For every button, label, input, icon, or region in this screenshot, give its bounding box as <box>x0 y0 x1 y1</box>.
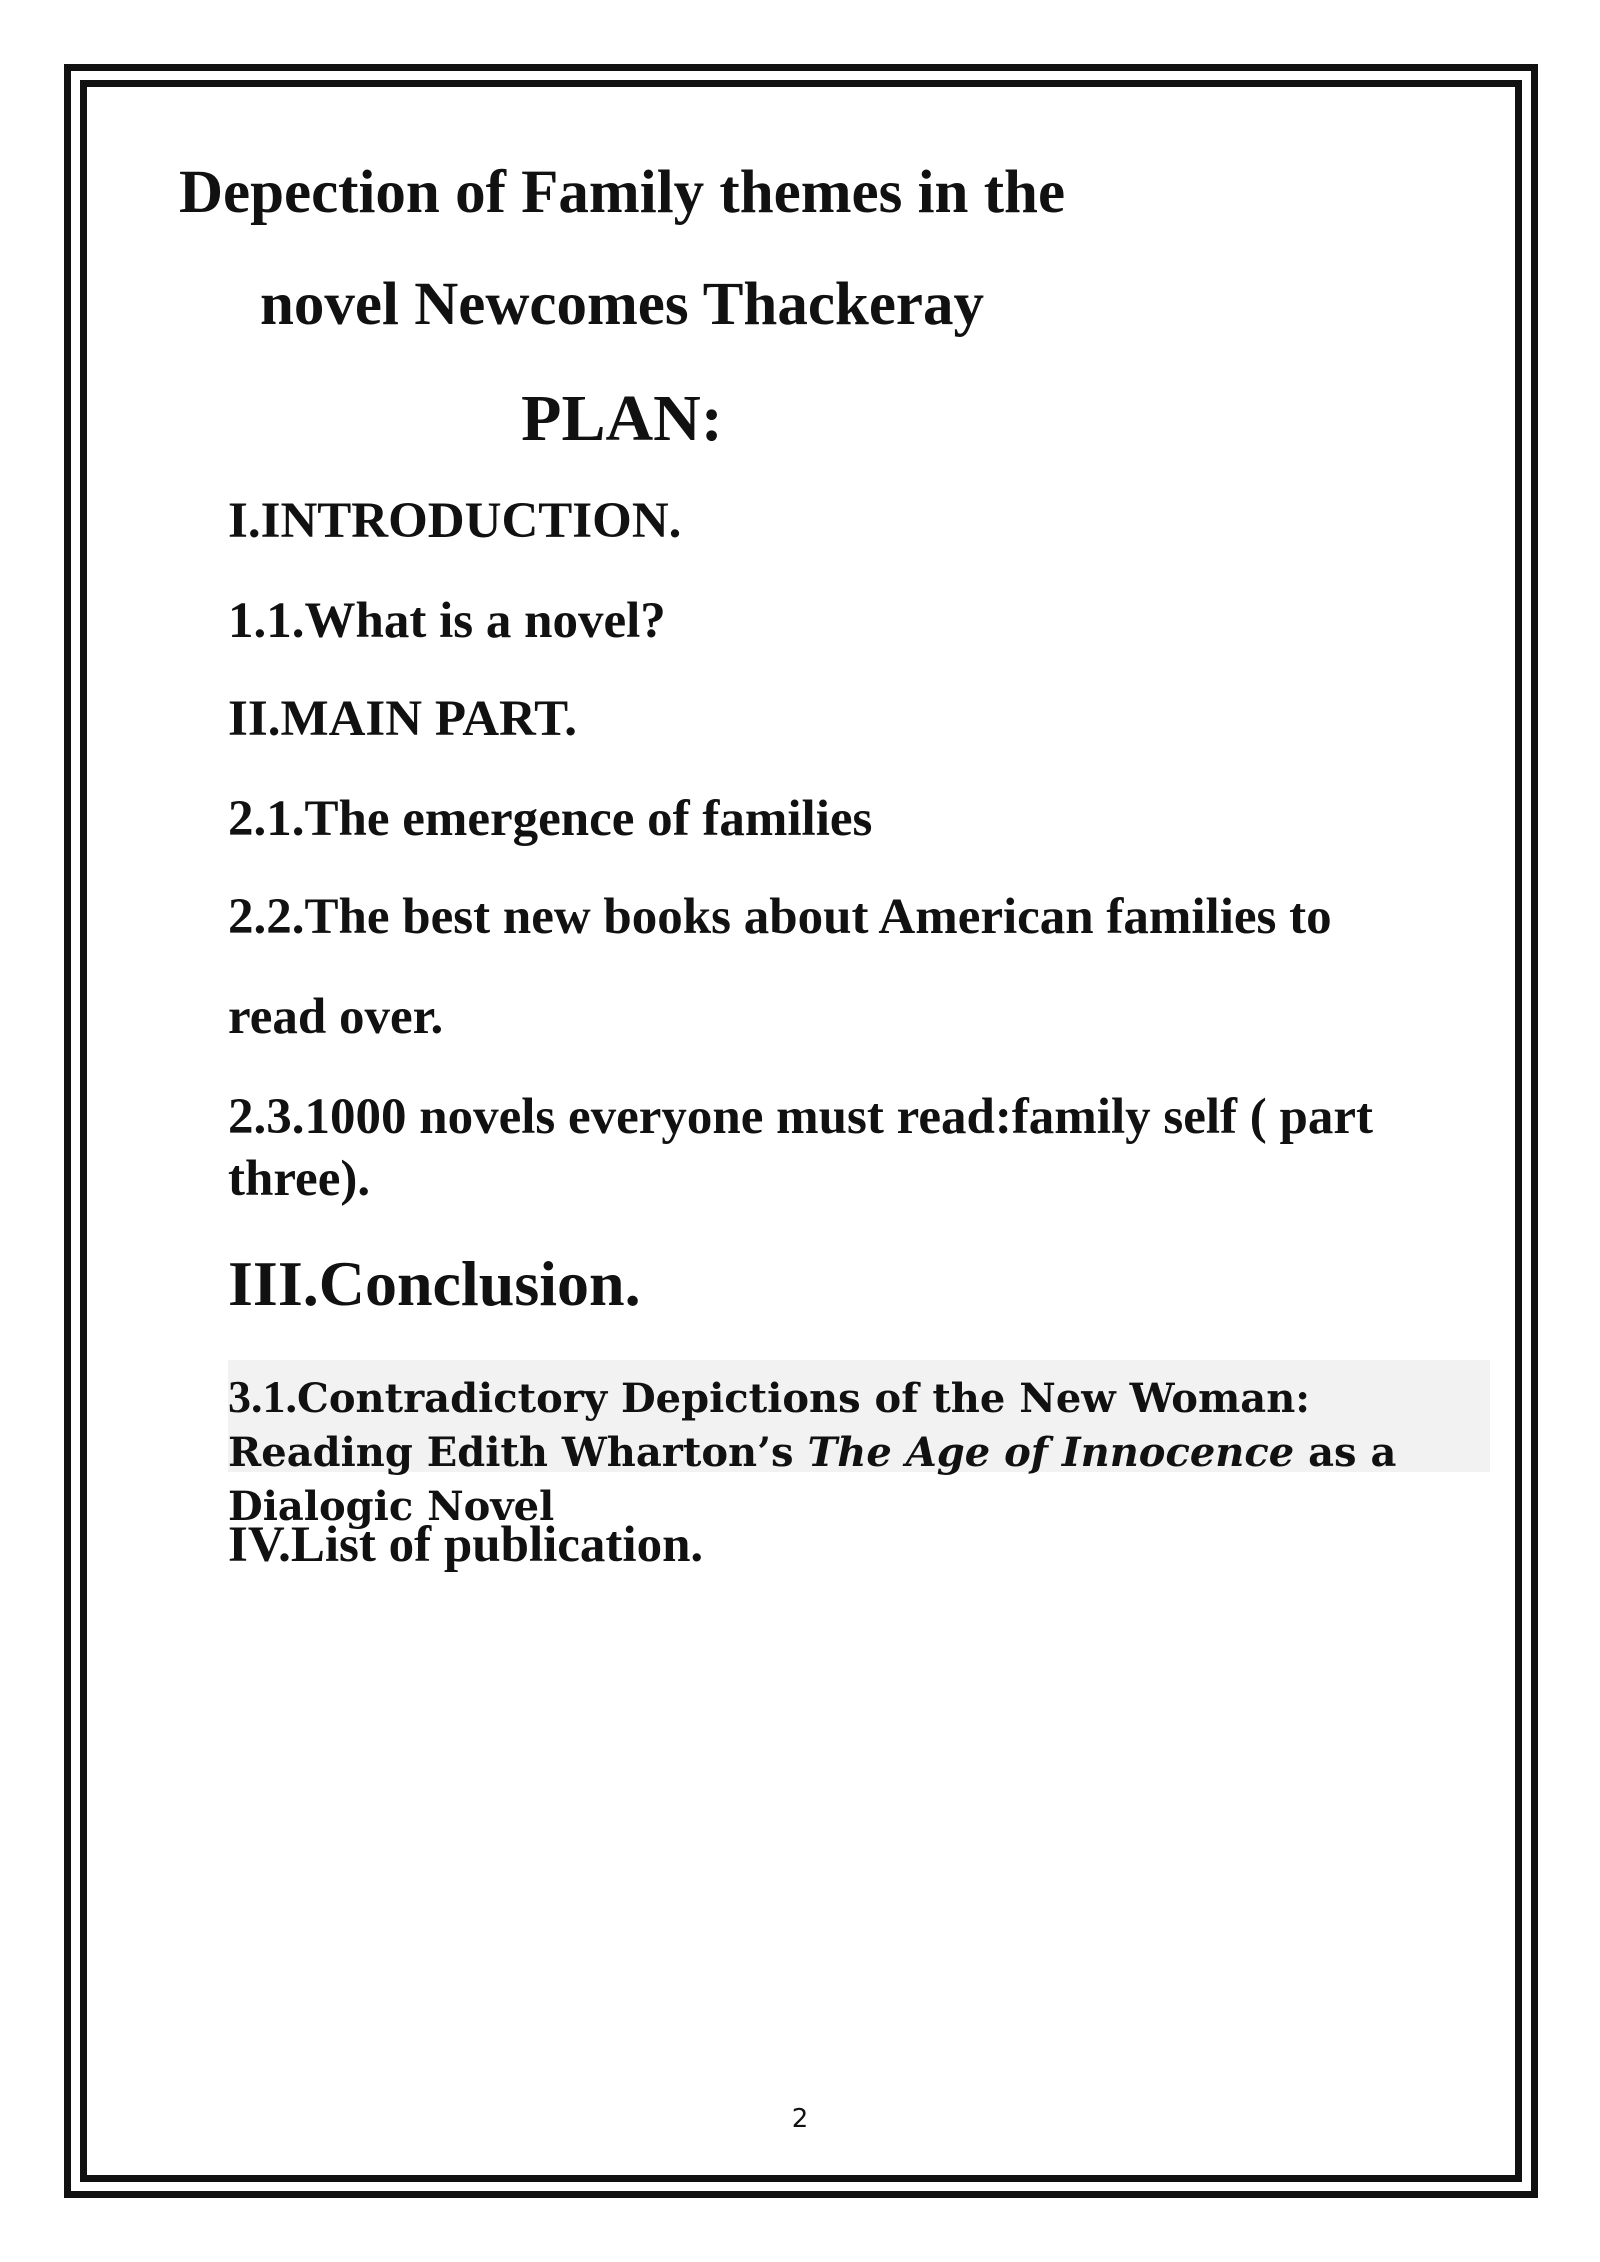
outline-main-part: II.MAIN PART. <box>228 691 578 747</box>
title-line-2: novel Newcomes Thackeray <box>260 271 984 338</box>
outline-item-2-2-line-2: read over. <box>228 989 444 1045</box>
outline-item-3-1-text-after: as a Dialogic Novel <box>228 1429 1397 1530</box>
page-number: 2 <box>791 2104 809 2134</box>
outline-introduction: I.INTRODUCTION. <box>228 493 682 549</box>
outline-item-3-1-number: 3.1. <box>228 1371 297 1422</box>
plan-outline <box>228 0 1492 2262</box>
outline-item-1-1: 1.1.What is a novel? <box>228 593 666 649</box>
outline-item-3-1 <box>228 1370 1490 1534</box>
outline-item-2-1: 2.1.The emergence of families <box>228 791 873 847</box>
title-line-1: Depection of Family themes in the <box>178 159 1066 226</box>
plan-heading: PLAN: <box>521 382 723 455</box>
outline-item-2-3: 2.3.1000 novels everyone must read:family self ( part three). <box>228 1089 1373 1207</box>
outline-conclusion: III.Conclusion. <box>228 1248 641 1319</box>
outline-item-3-1-text-before: Contradictory Depictions of the New Woman: Reading Edith Wharton’s <box>228 1375 1311 1476</box>
outline-publications: IV.List of publication. <box>228 1517 704 1573</box>
outline-item-3-1-block <box>228 1360 1490 1530</box>
outline-item-3-1-book-title: The Age of Innocence <box>807 1429 1295 1476</box>
outline-item-2-2-line-1: 2.2.The best new books about American families to <box>228 889 1332 945</box>
